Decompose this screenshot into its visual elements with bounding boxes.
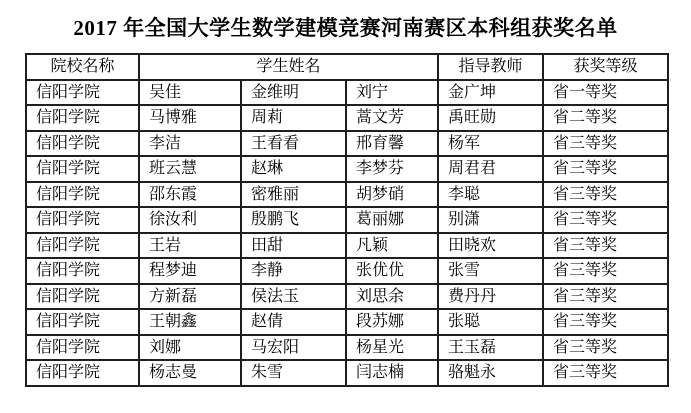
cell-student-2: 马宏阳 — [241, 335, 346, 361]
cell-advisor: 李聪 — [438, 182, 543, 208]
cell-student-1: 吴佳 — [139, 80, 241, 106]
table-row — [26, 80, 668, 106]
header-award: 获奖等级 — [543, 54, 668, 80]
cell-institution: 信阳学院 — [26, 233, 139, 259]
cell-institution: 信阳学院 — [26, 207, 139, 233]
table-row — [26, 258, 668, 284]
cell-award: 省三等奖 — [543, 131, 668, 157]
cell-student-1: 李洁 — [139, 131, 241, 157]
cell-award: 省二等奖 — [543, 105, 668, 131]
header-students: 学生姓名 — [139, 54, 438, 80]
cell-award: 省一等奖 — [543, 80, 668, 106]
table-row — [26, 182, 668, 208]
cell-student-1: 方新磊 — [139, 284, 241, 310]
cell-award: 省三等奖 — [543, 284, 668, 310]
table-row — [26, 335, 668, 361]
cell-institution: 信阳学院 — [26, 309, 139, 335]
cell-student-3: 蒿文芳 — [346, 105, 438, 131]
cell-advisor: 费丹丹 — [438, 284, 543, 310]
cell-award: 省三等奖 — [543, 207, 668, 233]
cell-institution: 信阳学院 — [26, 80, 139, 106]
table-row — [26, 360, 668, 386]
cell-student-2: 赵倩 — [241, 309, 346, 335]
cell-award: 省三等奖 — [543, 258, 668, 284]
cell-award: 省三等奖 — [543, 182, 668, 208]
cell-student-1: 杨志曼 — [139, 360, 241, 386]
cell-student-3: 刘思余 — [346, 284, 438, 310]
cell-student-2: 殷鹏飞 — [241, 207, 346, 233]
cell-student-1: 刘娜 — [139, 335, 241, 361]
cell-student-2: 密雅丽 — [241, 182, 346, 208]
award-table — [25, 53, 669, 387]
cell-student-2: 金维明 — [241, 80, 346, 106]
cell-award: 省三等奖 — [543, 360, 668, 386]
cell-student-1: 班云慧 — [139, 156, 241, 182]
table-row — [26, 207, 668, 233]
cell-student-1: 马博雅 — [139, 105, 241, 131]
cell-student-3: 张优优 — [346, 258, 438, 284]
cell-advisor: 骆魁永 — [438, 360, 543, 386]
header-institution: 院校名称 — [26, 54, 139, 80]
page-title: 2017 年全国大学生数学建模竞赛河南赛区本科组获奖名单 — [73, 16, 618, 40]
cell-award: 省三等奖 — [543, 335, 668, 361]
cell-student-3: 邢育馨 — [346, 131, 438, 157]
cell-student-2: 赵琳 — [241, 156, 346, 182]
cell-advisor: 杨军 — [438, 131, 543, 157]
cell-student-3: 葛丽娜 — [346, 207, 438, 233]
cell-student-3: 闫志楠 — [346, 360, 438, 386]
table-row — [26, 105, 668, 131]
cell-award: 省三等奖 — [543, 309, 668, 335]
cell-advisor: 张聪 — [438, 309, 543, 335]
cell-student-1: 王岩 — [139, 233, 241, 259]
cell-institution: 信阳学院 — [26, 182, 139, 208]
cell-student-3: 李梦芬 — [346, 156, 438, 182]
table-row — [26, 309, 668, 335]
cell-institution: 信阳学院 — [26, 284, 139, 310]
cell-institution: 信阳学院 — [26, 360, 139, 386]
cell-student-2: 李静 — [241, 258, 346, 284]
cell-student-1: 程梦迪 — [139, 258, 241, 284]
cell-student-2: 侯法玉 — [241, 284, 346, 310]
cell-student-2: 朱雪 — [241, 360, 346, 386]
cell-student-2: 周莉 — [241, 105, 346, 131]
header-advisor: 指导教师 — [438, 54, 543, 80]
cell-institution: 信阳学院 — [26, 335, 139, 361]
cell-student-2: 田甜 — [241, 233, 346, 259]
cell-student-1: 邵东霞 — [139, 182, 241, 208]
cell-advisor: 金广坤 — [438, 80, 543, 106]
cell-advisor: 周君君 — [438, 156, 543, 182]
table-row — [26, 156, 668, 182]
cell-advisor: 王玉磊 — [438, 335, 543, 361]
table-row — [26, 284, 668, 310]
cell-student-3: 杨星光 — [346, 335, 438, 361]
cell-student-1: 王朝鑫 — [139, 309, 241, 335]
cell-advisor: 张雪 — [438, 258, 543, 284]
table-row — [26, 233, 668, 259]
table-row — [26, 131, 668, 157]
cell-award: 省三等奖 — [543, 156, 668, 182]
cell-student-3: 刘宁 — [346, 80, 438, 106]
cell-advisor: 田晓欢 — [438, 233, 543, 259]
cell-institution: 信阳学院 — [26, 131, 139, 157]
cell-institution: 信阳学院 — [26, 105, 139, 131]
header-row — [26, 54, 668, 80]
cell-student-1: 徐汝利 — [139, 207, 241, 233]
cell-advisor: 别潇 — [438, 207, 543, 233]
cell-student-3: 胡梦硝 — [346, 182, 438, 208]
cell-institution: 信阳学院 — [26, 156, 139, 182]
cell-student-2: 王看看 — [241, 131, 346, 157]
cell-award: 省三等奖 — [543, 233, 668, 259]
cell-student-3: 凡颖 — [346, 233, 438, 259]
cell-institution: 信阳学院 — [26, 258, 139, 284]
cell-advisor: 禹旺勋 — [438, 105, 543, 131]
table-body — [26, 80, 668, 386]
cell-student-3: 段苏娜 — [346, 309, 438, 335]
